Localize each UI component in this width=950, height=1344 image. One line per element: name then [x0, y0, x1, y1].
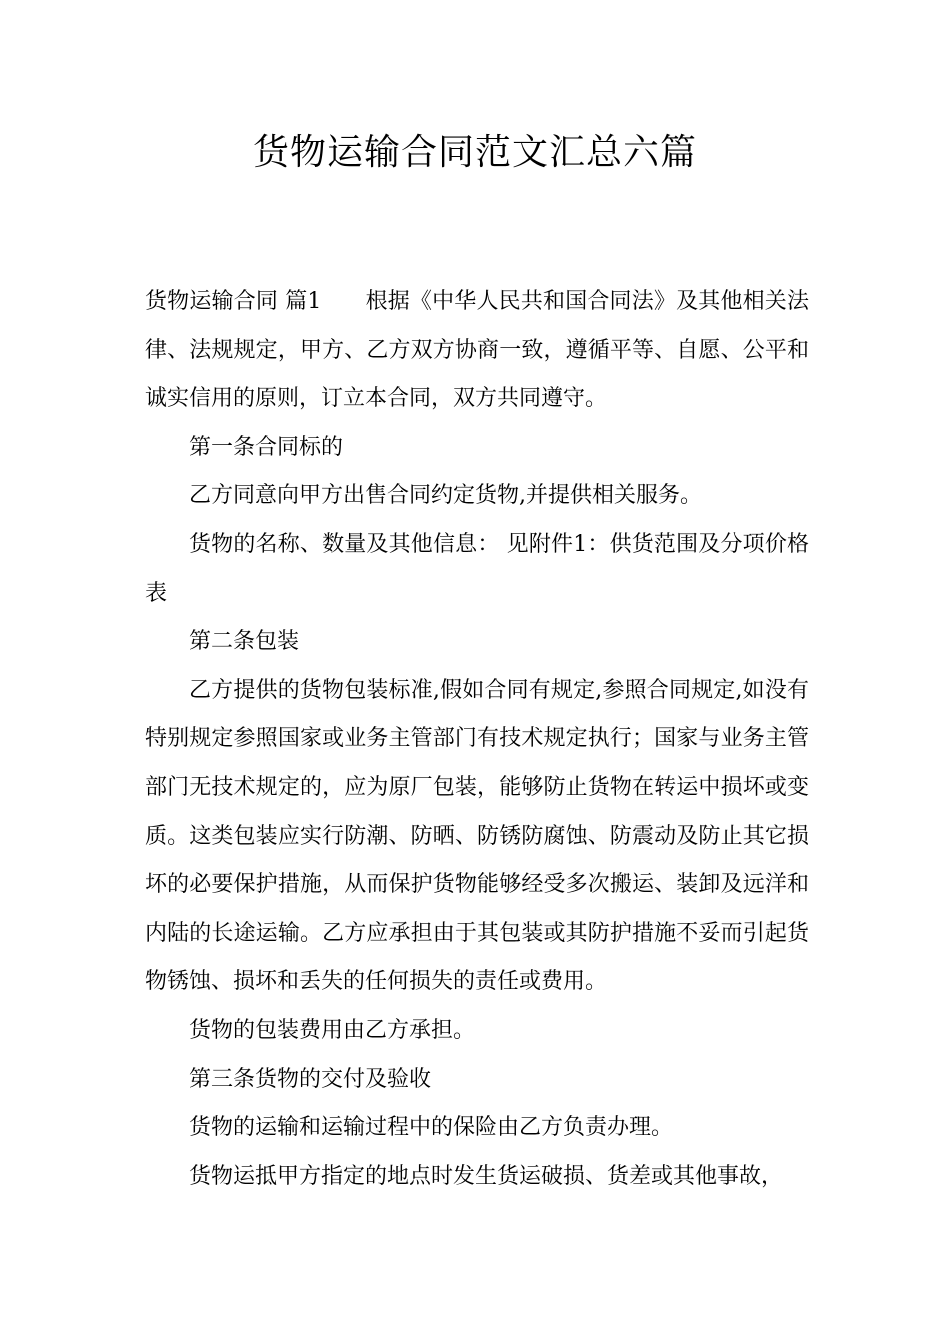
paragraph: 乙方提供的货物包装标准,假如合同有规定,参照合同规定,如没有特别规定参照国家或业务主管部门有技术规定执行；国家与业务主管部门无技术规定的，应为原厂包装，能够防止货物在转运中损坏或变质。这类包装应实行防潮、防晒、防锈防腐蚀、防震动及防止其它损坏的必要保护措施，从而保护货物能够经受多次搬运、装卸及远洋和内陆的长途运输。乙方应承担由于其包装或其防护措施不妥而引起货物锈蚀、损坏和丢失的任何损失的责任或费用。 [145, 677, 809, 995]
lead-text: 根据《中华人民共和国合同法》及其他相关法律、法规规定，甲方、乙方双方协商一致，遵循平等、自愿、公平和诚实信用的原则，订立本合同，双方共同遵守。 [145, 289, 809, 412]
section-heading-part-1: 货物运输合同 篇1 [145, 289, 322, 314]
paragraph: 货物运抵甲方指定的地点时发生货运破损、货差或其他事故， [189, 1163, 784, 1189]
paragraph: 货物的包装费用由乙方承担。 [189, 1017, 476, 1043]
paragraph: 货物的名称、数量及其他信息： 见附件1：供货范围及分项价格表 [145, 531, 809, 606]
lead-paragraph [145, 278, 809, 424]
paragraph: 乙方同意向甲方出售合同约定货物,并提供相关服务。 [189, 483, 702, 509]
clause-heading-3: 第三条货物的交付及验收 [189, 1066, 432, 1092]
document-title: 货物运输合同范文汇总六篇 [252, 132, 697, 173]
clause-heading-1: 第一条合同标的 [189, 434, 344, 460]
paragraph: 货物的运输和运输过程中的保险由乙方负责办理。 [189, 1115, 674, 1141]
document-body [145, 278, 809, 1201]
clause-heading-2: 第二条包装 [189, 629, 300, 655]
